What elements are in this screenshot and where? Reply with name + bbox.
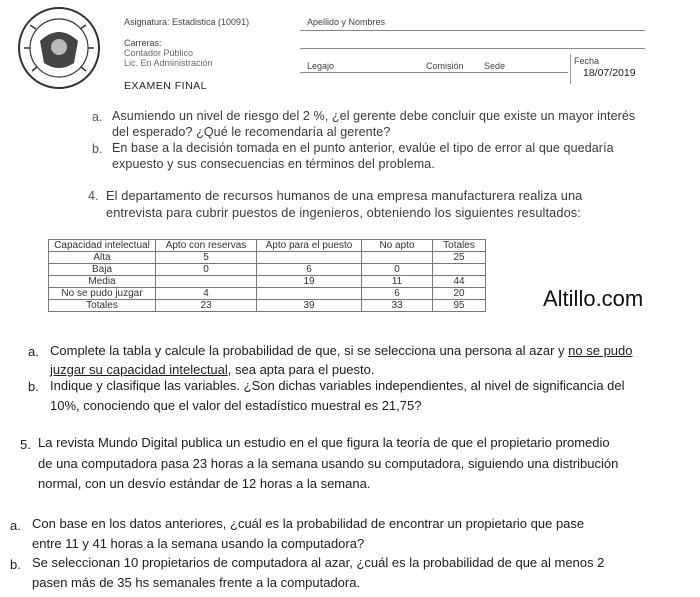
career-accountant: Contador Público [124, 48, 194, 58]
q3-b-letter: b. [92, 142, 103, 156]
q4-a-text-pre: Complete la tabla y calcule la probabilidad de que, si se selecciona una persona al azar y [50, 343, 569, 358]
table-cell: 39 [257, 300, 362, 312]
table-cell: 25 [433, 252, 486, 264]
table-row [49, 276, 486, 288]
table-cell: 0 [362, 264, 433, 276]
table-header: Totales [433, 240, 486, 252]
q4-a-text-line1 [50, 341, 633, 360]
results-table [48, 239, 486, 312]
table-cell [257, 252, 362, 264]
table-cell: 95 [433, 300, 486, 312]
q4-text-line2: entrevista para cubrir puestos de ingenieros, obteniendo los siguientes resultados: [106, 205, 581, 220]
table-row [49, 300, 486, 312]
table-cell: 6 [362, 288, 433, 300]
q4-number: 4. [88, 189, 99, 203]
file-number-line [300, 72, 568, 73]
table-cell: 0 [156, 264, 257, 276]
university-seal-logo [10, 5, 108, 91]
table-cell: 44 [433, 276, 486, 288]
q4-a-text-post: , sea apta para el puesto. [227, 362, 375, 377]
table-header: No apto [362, 240, 433, 252]
exam-date: 18/07/2019 [583, 67, 636, 79]
q4-a-underlined-2: juzgar su capacidad intelectual [50, 362, 228, 377]
table-cell: 19 [257, 276, 362, 288]
q5-b-letter: b. [10, 557, 21, 572]
table-cell: Totales [49, 300, 156, 312]
career-administration: Lic. En Administración [124, 58, 213, 68]
q3-a-letter: a. [92, 110, 103, 124]
table-cell: 4 [156, 288, 257, 300]
table-cell: 23 [156, 300, 257, 312]
q3-a-text-line1: Asumiendo un nivel de riesgo del 2 %, ¿el gerente debe concluir que existe un mayor interés [112, 109, 636, 123]
careers-label: Carreras: [124, 38, 162, 48]
name-field-line-2 [300, 48, 645, 49]
q4-a-letter: a. [28, 344, 39, 359]
q4-a-underlined-1: no se pudo [568, 343, 633, 358]
name-field-label: Apellido y Nombres [307, 17, 386, 27]
subject-label: Asignatura: Estadistica (10091) [124, 17, 250, 27]
table-cell: 5 [156, 252, 257, 264]
table-row [49, 288, 486, 300]
date-label: Fecha [574, 56, 600, 66]
table-cell: Baja [49, 264, 156, 276]
table-header: Capacidad intelectual [49, 240, 156, 252]
q4-b-text-line2: 10%, conociendo que el valor del estadístico muestral es 21,75? [50, 398, 422, 413]
q5-a-letter: a. [10, 518, 21, 533]
table-cell [433, 264, 486, 276]
table-cell: No se pudo juzgar [49, 288, 156, 300]
name-field-line [300, 30, 645, 31]
exam-title: EXAMEN FINAL [124, 80, 208, 92]
q3-b-text-line2: expuesto y sus consecuencias en términos del problema. [112, 157, 435, 171]
table-cell [156, 276, 257, 288]
q4-b-text-line1: Indique y clasifique las variables. ¿Son dichas variables independientes, al nivel de significancia del [50, 378, 625, 393]
table-cell: 11 [362, 276, 433, 288]
q3-b-text-line1: En base a la decisión tomada en el punto anterior, evalúe el tipo de error al que quedaría [112, 141, 614, 155]
table-header: Apto para el puesto [257, 240, 362, 252]
date-divider [570, 54, 571, 84]
altillo-watermark: Altillo.com [543, 286, 644, 311]
q5-a-text-line2: entre 11 y 41 horas a la semana usando la computadora? [32, 536, 365, 551]
table-cell: Media [49, 276, 156, 288]
q5-text-line3: normal, con un desvío estándar de 12 horas a la semana. [38, 476, 371, 491]
q5-number: 5. [20, 437, 31, 452]
q4-text-line1: El departamento de recursos humanos de una empresa manufacturera realiza una [106, 188, 583, 203]
q5-a-text-line1: Con base en los datos anteriores, ¿cuál es la probabilidad de encontrar un propietario que pase [32, 516, 585, 531]
table-header: Apto con reservas [156, 240, 257, 252]
campus-label: Sede [484, 61, 506, 71]
q5-text-line1: La revista Mundo Digital publica un estudio en el que figura la teoría de que el propietario promedio [38, 435, 610, 450]
q5-b-text-line2: pasen más de 35 hs semanales frente a la computadora. [32, 575, 361, 590]
q3-a-text-line2: del esperado? ¿Qué le recomendaría al gerente? [112, 125, 391, 139]
q5-b-text-line1: Se seleccionan 10 propietarios de computadora al azar, ¿cuál es la probabilidad de que al menos 2 [32, 555, 605, 570]
table-cell: 6 [257, 264, 362, 276]
table-cell [257, 288, 362, 300]
table-row [49, 252, 486, 264]
table-cell: 33 [362, 300, 433, 312]
table-header-row [49, 240, 486, 252]
file-number-label: Legajo [307, 61, 335, 71]
q4-b-letter: b. [28, 379, 39, 394]
table-cell: 20 [433, 288, 486, 300]
table-row [49, 264, 486, 276]
table-cell: Alta [49, 252, 156, 264]
commission-label: Comisión [426, 61, 464, 71]
q5-text-line2: de una computadora pasa 23 horas a la semana usando su computadora, siguiendo una distribución [38, 456, 619, 471]
table-cell [362, 252, 433, 264]
